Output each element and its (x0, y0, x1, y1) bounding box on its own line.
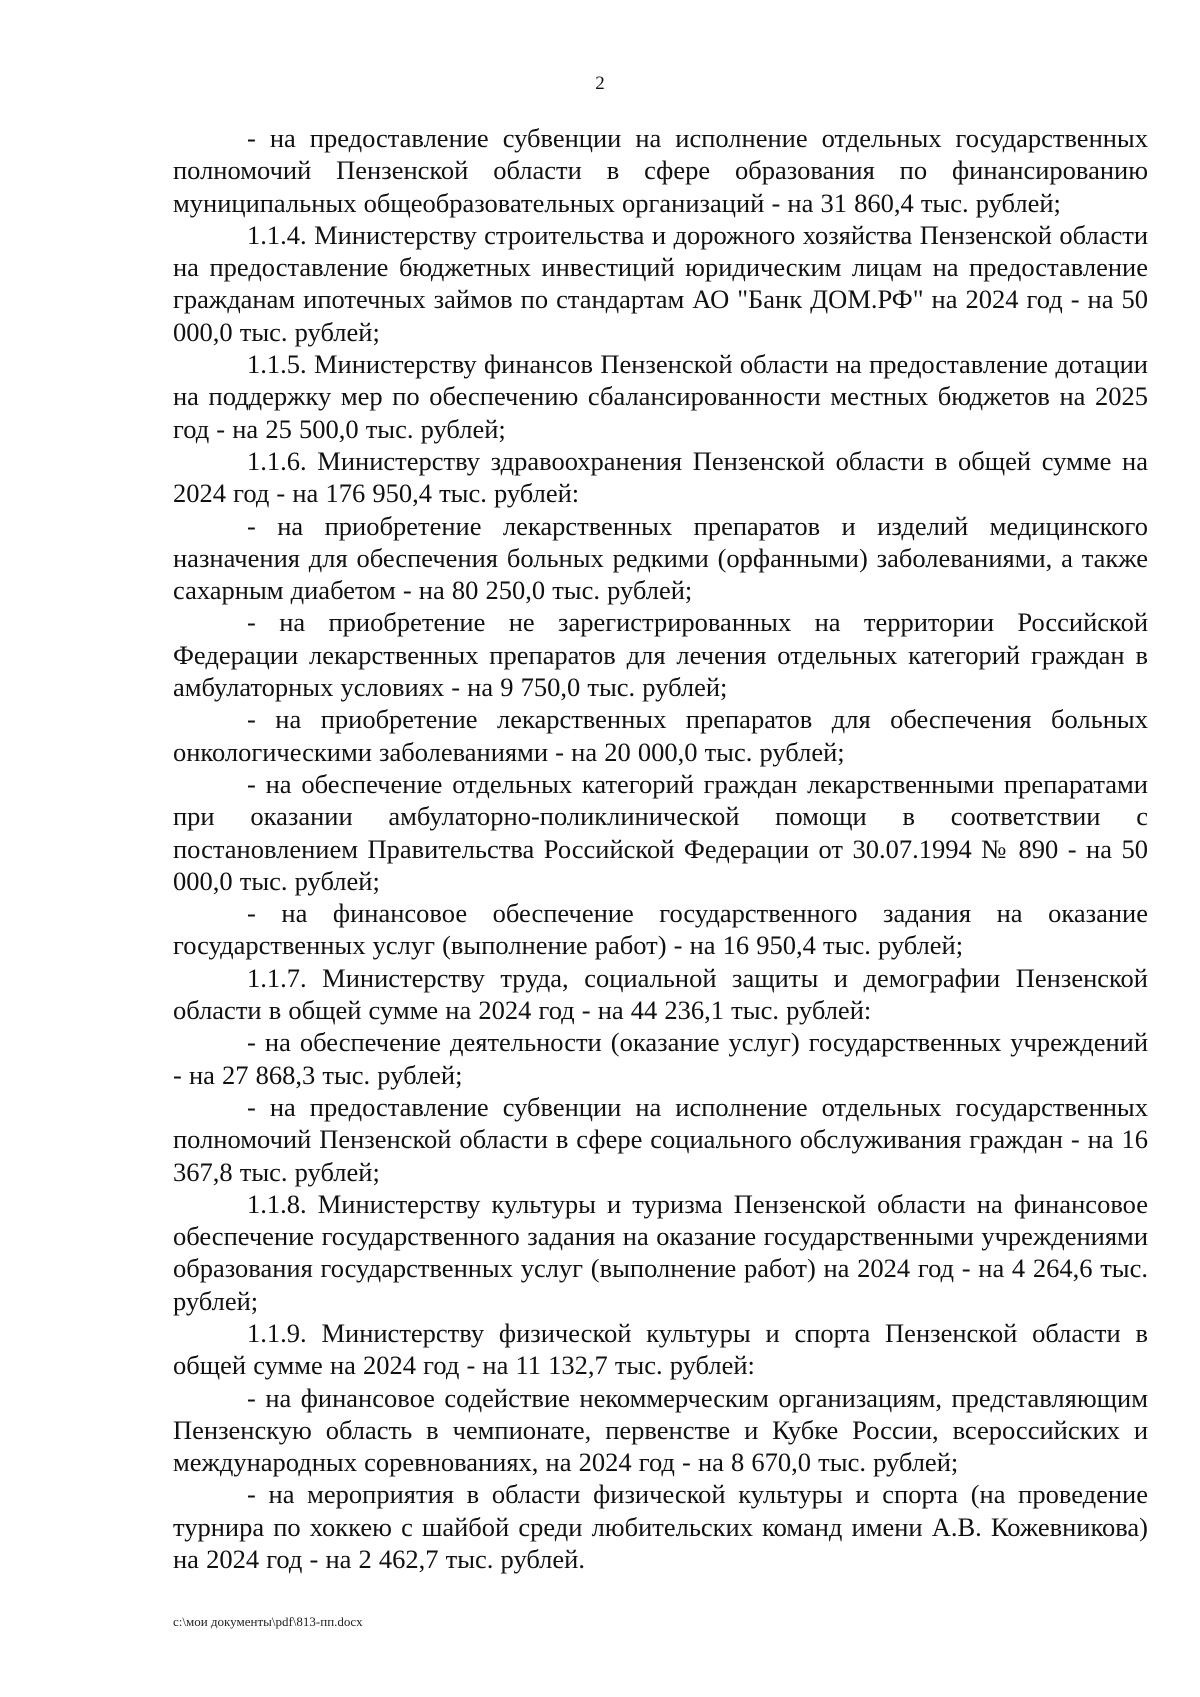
paragraph: - на обеспечение деятельности (оказание услуг) государственных учреждений - на 27 868,3 тыс. рублей; (173, 1027, 1148, 1090)
paragraph: - на предоставление субвенции на исполнение отдельных государственных полномочий Пензенской области в сфере социального обслуживания граждан - на 16 367,8 тыс. рублей; (173, 1091, 1148, 1187)
paragraph: 1.1.8. Министерству культуры и туризма Пензенской области на финансовое обеспечение государственного задания на оказание государственными учреждениями образования государственных услуг (выполнение работ) на 2024 год - на 4 264,6 тыс. рублей; (173, 1188, 1148, 1316)
paragraph: - на приобретение лекарственных препаратов и изделий медицинского назначения для обеспечения больных редкими (орфанными) заболеваниями, а также сахарным диабетом - на 80 250,0 тыс. рублей; (173, 510, 1148, 606)
paragraph: - на предоставление субвенции на исполнение отдельных государственных полномочий Пензенской области в сфере образования по финансированию муниципальных общеобразовательных организаций - на 31 860,4 тыс. рублей; (173, 123, 1148, 218)
paragraph: - на мероприятия в области физической культуры и спорта (на проведение турнира по хоккею с шайбой среди любительских команд имени А.В. Кожевникова) на 2024 год - на 2 462,7 тыс. рублей. (173, 1479, 1148, 1575)
document-body (173, 122, 1148, 1575)
paragraph: 1.1.9. Министерству физической культуры и спорта Пензенской области в общей сумме на 2024 год - на 11 132,7 тыс. рублей: (173, 1317, 1148, 1381)
paragraph: - на финансовое содействие некоммерческим организациям, представляющим Пензенскую область в чемпионате, первенстве и Кубке России, всероссийских и международных соревнованиях, на 2024 год - на 8 670,0 тыс. рублей; (173, 1382, 1148, 1478)
paragraph: 1.1.6. Министерству здравоохранения Пензенской области в общей сумме на 2024 год - на 176 950,4 тыс. рублей: (173, 445, 1148, 509)
paragraph: - на обеспечение отдельных категорий граждан лекарственными препаратами при оказании амбулаторно-поликлинической помощи в соответствии с постановлением Правительства Российской Федерации от 30.07.1994 № 890 - на 50 000,0 тыс. рублей; (173, 768, 1148, 896)
footer-file-path: c:\мои документы\pdf\813-пп.docx (173, 1614, 363, 1629)
paragraph: - на приобретение лекарственных препаратов для обеспечения больных онкологическими заболеваниями - на 20 000,0 тыс. рублей; (173, 704, 1148, 767)
page-number: 2 (595, 73, 605, 94)
paragraph: 1.1.5. Министерству финансов Пензенской области на предоставление дотации на поддержку мер по обеспечению сбалансированности местных бюджетов на 2025 год - на 25 500,0 тыс. рублей; (173, 349, 1148, 444)
paragraph: - на приобретение не зарегистрированных на территории Российской Федерации лекарственных препаратов для лечения отдельных категорий граждан в амбулаторных условиях - на 9 750,0 тыс. рублей; (173, 607, 1148, 703)
paragraph: 1.1.7. Министерству труда, социальной защиты и демографии Пензенской области в общей сумме на 2024 год - на 44 236,1 тыс. рублей: (173, 962, 1148, 1026)
paragraph: - на финансовое обеспечение государственного задания на оказание государственных услуг (выполнение работ) - на 16 950,4 тыс. рублей; (173, 898, 1148, 961)
paragraph: 1.1.4. Министерству строительства и дорожного хозяйства Пензенской области на предоставление бюджетных инвестиций юридическим лицам на предоставление гражданам ипотечных займов по стандартам АО "Банк ДОМ.РФ" на 2024 год - на 50 000,0 тыс. рублей; (173, 219, 1148, 347)
